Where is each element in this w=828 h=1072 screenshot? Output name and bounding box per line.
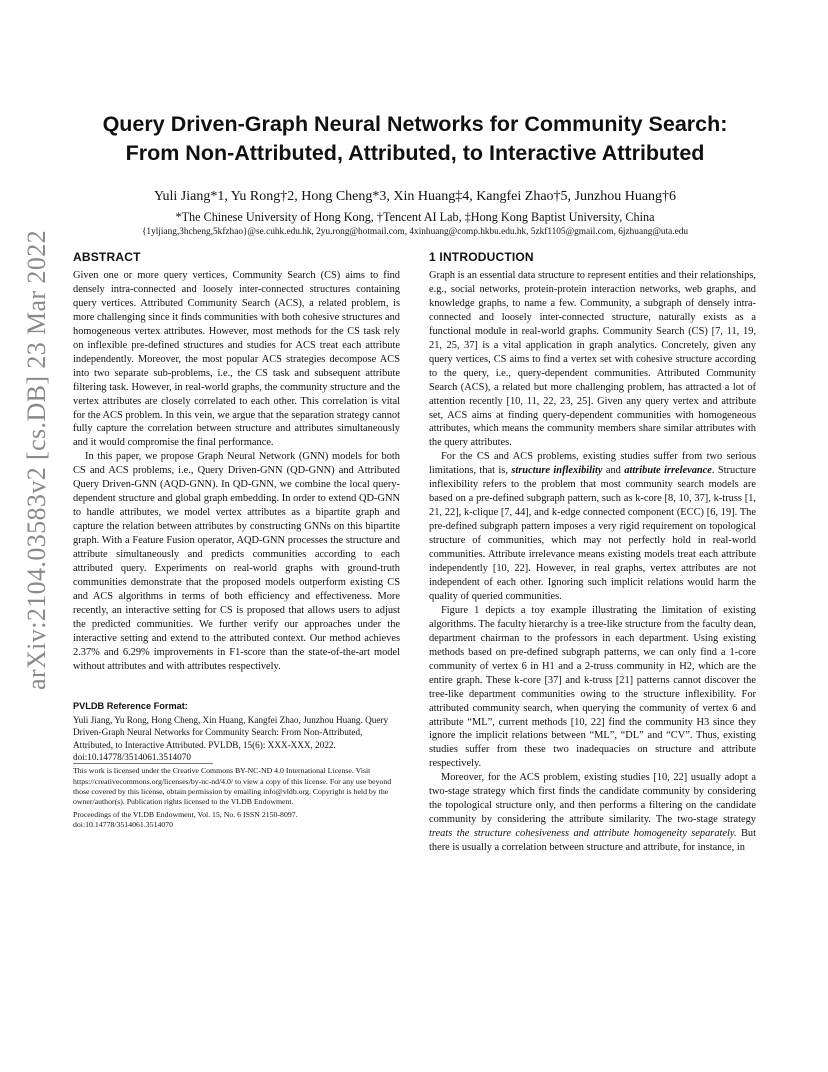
intro-paragraph-1: Graph is an essential data structure to represent entities and their relationships, e.g., social networks, protein-protein interaction networks, web graphs, and knowledge graphs, to name a few. Community, a subgraph of densely intra-connected and loosely inter-connected structure, naturally exists as a functional module in real-world graphs. Community Search (CS) [7, 11, 19, 21, 25, 37] is a vital application in graph analytics. Concretely, given any query vertices, CS aims to find a vertex set with cohesive structure according to the query, i.e., query-dependent communities. Attributed Community Search (ACS), a related but more challenging problem, has attracted a lot of attention recently [10, 11, 22, 23, 25]. Given any query vertex and attribute set, ACS aims at finding query-dependent communities with homogeneous attributes, which means the community members share similar attributes with the query attributes. bbox=[429, 270, 756, 449]
intro-paragraph-3: Figure 1 depicts a toy example illustrating the limitation of existing algorithms. The faculty hierarchy is a tree-like structure from the faculty dean, department chairman to the professors in each department. Using existing methods based on pre-defined subgraph patterns, we can only find a 1-core community of vertex 6 in H1 and a 2-truss community in H2, which are the entire graph. These k-core [37] and k-truss [21] patterns cannot discover the tree-like department communities owing to the structure inflexibility. For attributed community search, when querying the community of vertex 6 and attribute “ML”, current methods [10, 22] find the community H3 since they ignore the implicit relations between “ML”, “DL” and “CV”. Thus, existing studies suffer from these two inadequacies on structure and attribute respectively. bbox=[429, 604, 756, 770]
proceedings-doi: doi:10.14778/3514061.3514070 bbox=[73, 820, 174, 830]
footnote-divider bbox=[73, 763, 213, 764]
license-notice: This work is licensed under the Creative Commons BY-NC-ND 4.0 International License. Visit https://creativecommons.org/licenses/by-nc-nd/4.0/ to view a copy of this license. For any use beyond those covered by this license, obtain permission by emailing info@vldb.org. Copyright is held by the owner/author(s). Publication rights licensed to the VLDB Endowment. bbox=[73, 766, 392, 807]
intro-p2-term-structure-inflexibility: structure inflexibility bbox=[511, 465, 603, 477]
reference-format-text: Yuli Jiang, Yu Rong, Hong Cheng, Xin Huang, Kangfei Zhao, Junzhou Huang. Query Driven-Graph Neural Networks for Community Search: From Non-Attributed, Attributed, to Interactive Attributed. PVLDB, 15(6): XXX-XXX, 2022. bbox=[73, 714, 389, 750]
abstract-paragraph-1: Given one or more query vertices, Community Search (CS) aims to find densely intra-connected and loosely inter-connected structures containing query vertices. Attributed Community Search (ACS), a related problem, is more challenging since it finds communities with both cohesive structures and homogeneous vertex attributes. However, most methods for the CS task rely on inflexible pre-defined structures and studies for ACS treat each attribute independently. Moreover, the most popular ACS strategies decompose ACS into two separate sub-problems, i.e., the CS task and subsequent attribute filtering task. However, in real-world graphs, the community structure and the vertex attributes are closely correlated to each other. This correlation is vital for the ACS problem. In this vein, we argue that the separation strategy cannot fully capture the correlation between structure and attributes simultaneously and it would compromise the final performance. bbox=[73, 270, 400, 449]
title-line-2: From Non-Attributed, Attributed, to Interactive Attributed bbox=[125, 141, 705, 165]
affiliations: *The Chinese University of Hong Kong, †Tencent AI Lab, ‡Hong Kong Baptist University, China bbox=[175, 210, 655, 224]
intro-p2-text-e: . Structure inflexibility refers to the problem that most community search models are based on a pre-defined subgraph pattern, such as k-core [8, 10, 37], k-truss [1, 21, 22], k-clique [7, 44], and k-edge connected component (ECC) [6, 19]. The pre-defined subgraph pattern imposes a very rigid requirement on topological structure of communities, which may not perfectly hold in real-world communities. Attribute irrelevance means existing models treat each attribute independently [10, 22]. However, in real graphs, vertex attributes are not independent of each other. Ignoring such implicit relations would harm the quality of queried communities. bbox=[429, 465, 756, 602]
intro-p4-text-a: Moreover, for the ACS problem, existing studies [10, 22] usually adopt a two-stage strategy which first finds the candidate community by considering the topological structure only, and then performs a filtering on the candidate community by considering the attribute similarity. The two-stage strategy bbox=[429, 772, 756, 826]
abstract-paragraph-2: In this paper, we propose Graph Neural Network (GNN) models for both CS and ACS problems, i.e., Query Driven-GNN (QD-GNN) and Attributed Query Driven-GNN (AQD-GNN). In QD-GNN, we combine the local query-dependent structure and global graph embedding. In order to extend QD-GNN to handle attributes, we model vertex attributes as a bipartite graph and capture the relation between attributes by constructing GNNs on this bipartite graph. With a Feature Fusion operator, AQD-GNN processes the structure and attribute simultaneously and predicts communities according to each attributed query. Experiments on real-world graphs with ground-truth communities demonstrate that the proposed models outperform existing CS and ACS algorithms in terms of both efficiency and effectiveness. More recently, an interactive setting for CS is proposed that allows users to adjust the predicted communities. We further verify our approaches under the interactive setting and extend to the attributed context. Our method achieves 2.37% and 6.29% improvements in F1-score than the state-of-the-art model without attributes and with attributes respectively. bbox=[73, 451, 400, 672]
author-emails: {1yljiang,3hcheng,5kfzhao}@se.cuhk.edu.hk, 2yu.rong@hotmail.com, 4xinhuang@comp.hkbu.edu.hk, 5zkf1105@gmail.com, 6jzhuang@uta.edu bbox=[141, 227, 689, 237]
arxiv-identifier-stamp: arXiv:2104.03583v2 [cs.DB] 23 Mar 2022 bbox=[22, 229, 51, 690]
intro-p2-text-c: and bbox=[602, 465, 625, 477]
proceedings-line: Proceedings of the VLDB Endowment, Vol. 15, No. 6 ISSN 2150-8097. bbox=[73, 810, 298, 820]
proceedings-info bbox=[73, 810, 400, 830]
paper-title bbox=[70, 110, 760, 168]
right-column bbox=[429, 250, 756, 855]
author-list: Yuli Jiang*1, Yu Rong†2, Hong Cheng*3, Xin Huang‡4, Kangfei Zhao†5, Junzhou Huang†6 bbox=[153, 189, 677, 204]
reference-doi: doi:10.14778/3514061.3514070 bbox=[73, 752, 191, 763]
reference-format-heading: PVLDB Reference Format: bbox=[73, 700, 188, 711]
intro-paragraph-2 bbox=[429, 450, 756, 603]
left-column bbox=[73, 250, 400, 831]
introduction-heading: 1 INTRODUCTION bbox=[429, 250, 534, 264]
title-line-1: Query Driven-Graph Neural Networks for Community Search: bbox=[102, 112, 728, 136]
intro-paragraph-4 bbox=[429, 771, 756, 855]
intro-p2-term-attribute-irrelevance: attribute irrelevance bbox=[624, 465, 712, 477]
intro-p4-emphasis: treats the structure cohesiveness and attribute homogeneity separately. bbox=[429, 828, 737, 840]
abstract-heading: ABSTRACT bbox=[73, 250, 141, 264]
intro-p4-text-c: But there is usually a correlation between structure and attribute, for instance, in bbox=[429, 828, 756, 854]
intro-p2-text-a: For the CS and ACS problems, existing studies suffer from two serious limitations, that is, bbox=[429, 451, 756, 477]
